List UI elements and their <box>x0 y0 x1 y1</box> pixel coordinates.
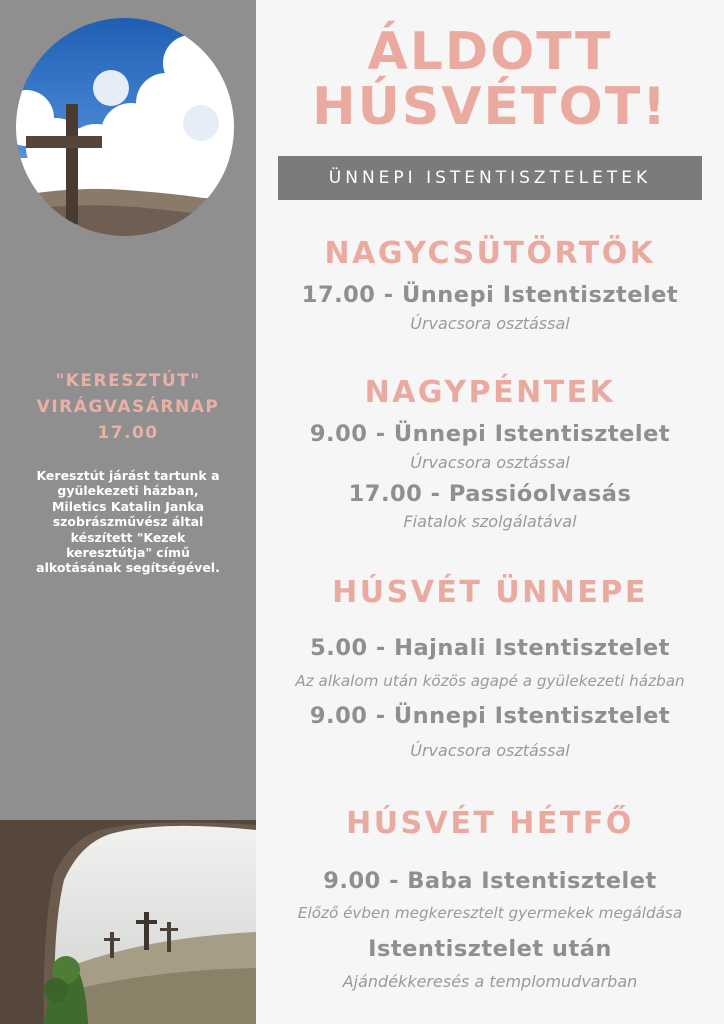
event-note: Előző évben megkeresztelt gyermekek megáldása <box>297 904 683 922</box>
side-desc-line: szobrászművész által <box>52 514 204 530</box>
event-note: Ajándékkeresés a templomudvarban <box>342 972 638 991</box>
side-desc-line: gyülekezeti házban, <box>57 483 199 499</box>
day-heading: NAGYCSÜTÖRTÖK <box>324 236 656 271</box>
three-crosses-photo <box>0 820 256 1024</box>
section-banner <box>278 156 702 200</box>
day-heading: HÚSVÉT ÜNNEPE <box>332 575 648 610</box>
side-heading-line-3: 17.00 <box>97 423 159 443</box>
event-note: Úrvacsora osztással <box>410 314 570 333</box>
event-title: 5.00 - Hajnali Istentisztelet <box>310 635 670 661</box>
event-title: 9.00 - Baba Istentisztelet <box>323 868 657 894</box>
page-title-line-1: ÁLDOTT <box>367 22 613 82</box>
event-title: 9.00 - Ünnepi Istentisztelet <box>309 703 671 729</box>
side-desc-line: keresztútja" című <box>66 545 190 561</box>
side-event-heading <box>10 368 246 446</box>
event-note: Fiatalok szolgálatával <box>403 512 577 531</box>
event-title: 17.00 - Ünnepi Istentisztelet <box>301 282 679 308</box>
side-desc-line: készített "Kezek <box>70 529 186 545</box>
side-event-description <box>10 468 246 576</box>
banner-label: ÜNNEPI ISTENTISZTELETEK <box>328 168 652 188</box>
event-note: Úrvacsora osztással <box>410 741 570 760</box>
page-title-line-2: HÚSVÉTOT! <box>312 77 668 137</box>
schedule-panel <box>256 0 724 1024</box>
side-heading-line-1: "KERESZTÚT" <box>55 371 201 391</box>
side-desc-line: alkotásának segítségével. <box>36 560 220 576</box>
left-sidebar <box>0 0 256 1024</box>
cross-sky-photo <box>16 18 234 236</box>
event-title: 9.00 - Ünnepi Istentisztelet <box>309 421 671 447</box>
event-title: 17.00 - Passióolvasás <box>348 481 632 507</box>
day-heading: HÚSVÉT HÉTFŐ <box>346 806 634 841</box>
side-heading-line-2: VIRÁGVASÁRNAP <box>36 397 220 417</box>
side-desc-line: Miletics Katalin Janka <box>51 498 205 514</box>
side-desc-line: Keresztút járást tartunk a <box>36 468 220 483</box>
event-note: Az alkalom után közös agapé a gyülekezeti házban <box>295 672 685 690</box>
event-title: Istentisztelet után <box>368 936 612 962</box>
event-note: Úrvacsora osztással <box>410 453 570 472</box>
day-heading: NAGYPÉNTEK <box>364 375 616 410</box>
